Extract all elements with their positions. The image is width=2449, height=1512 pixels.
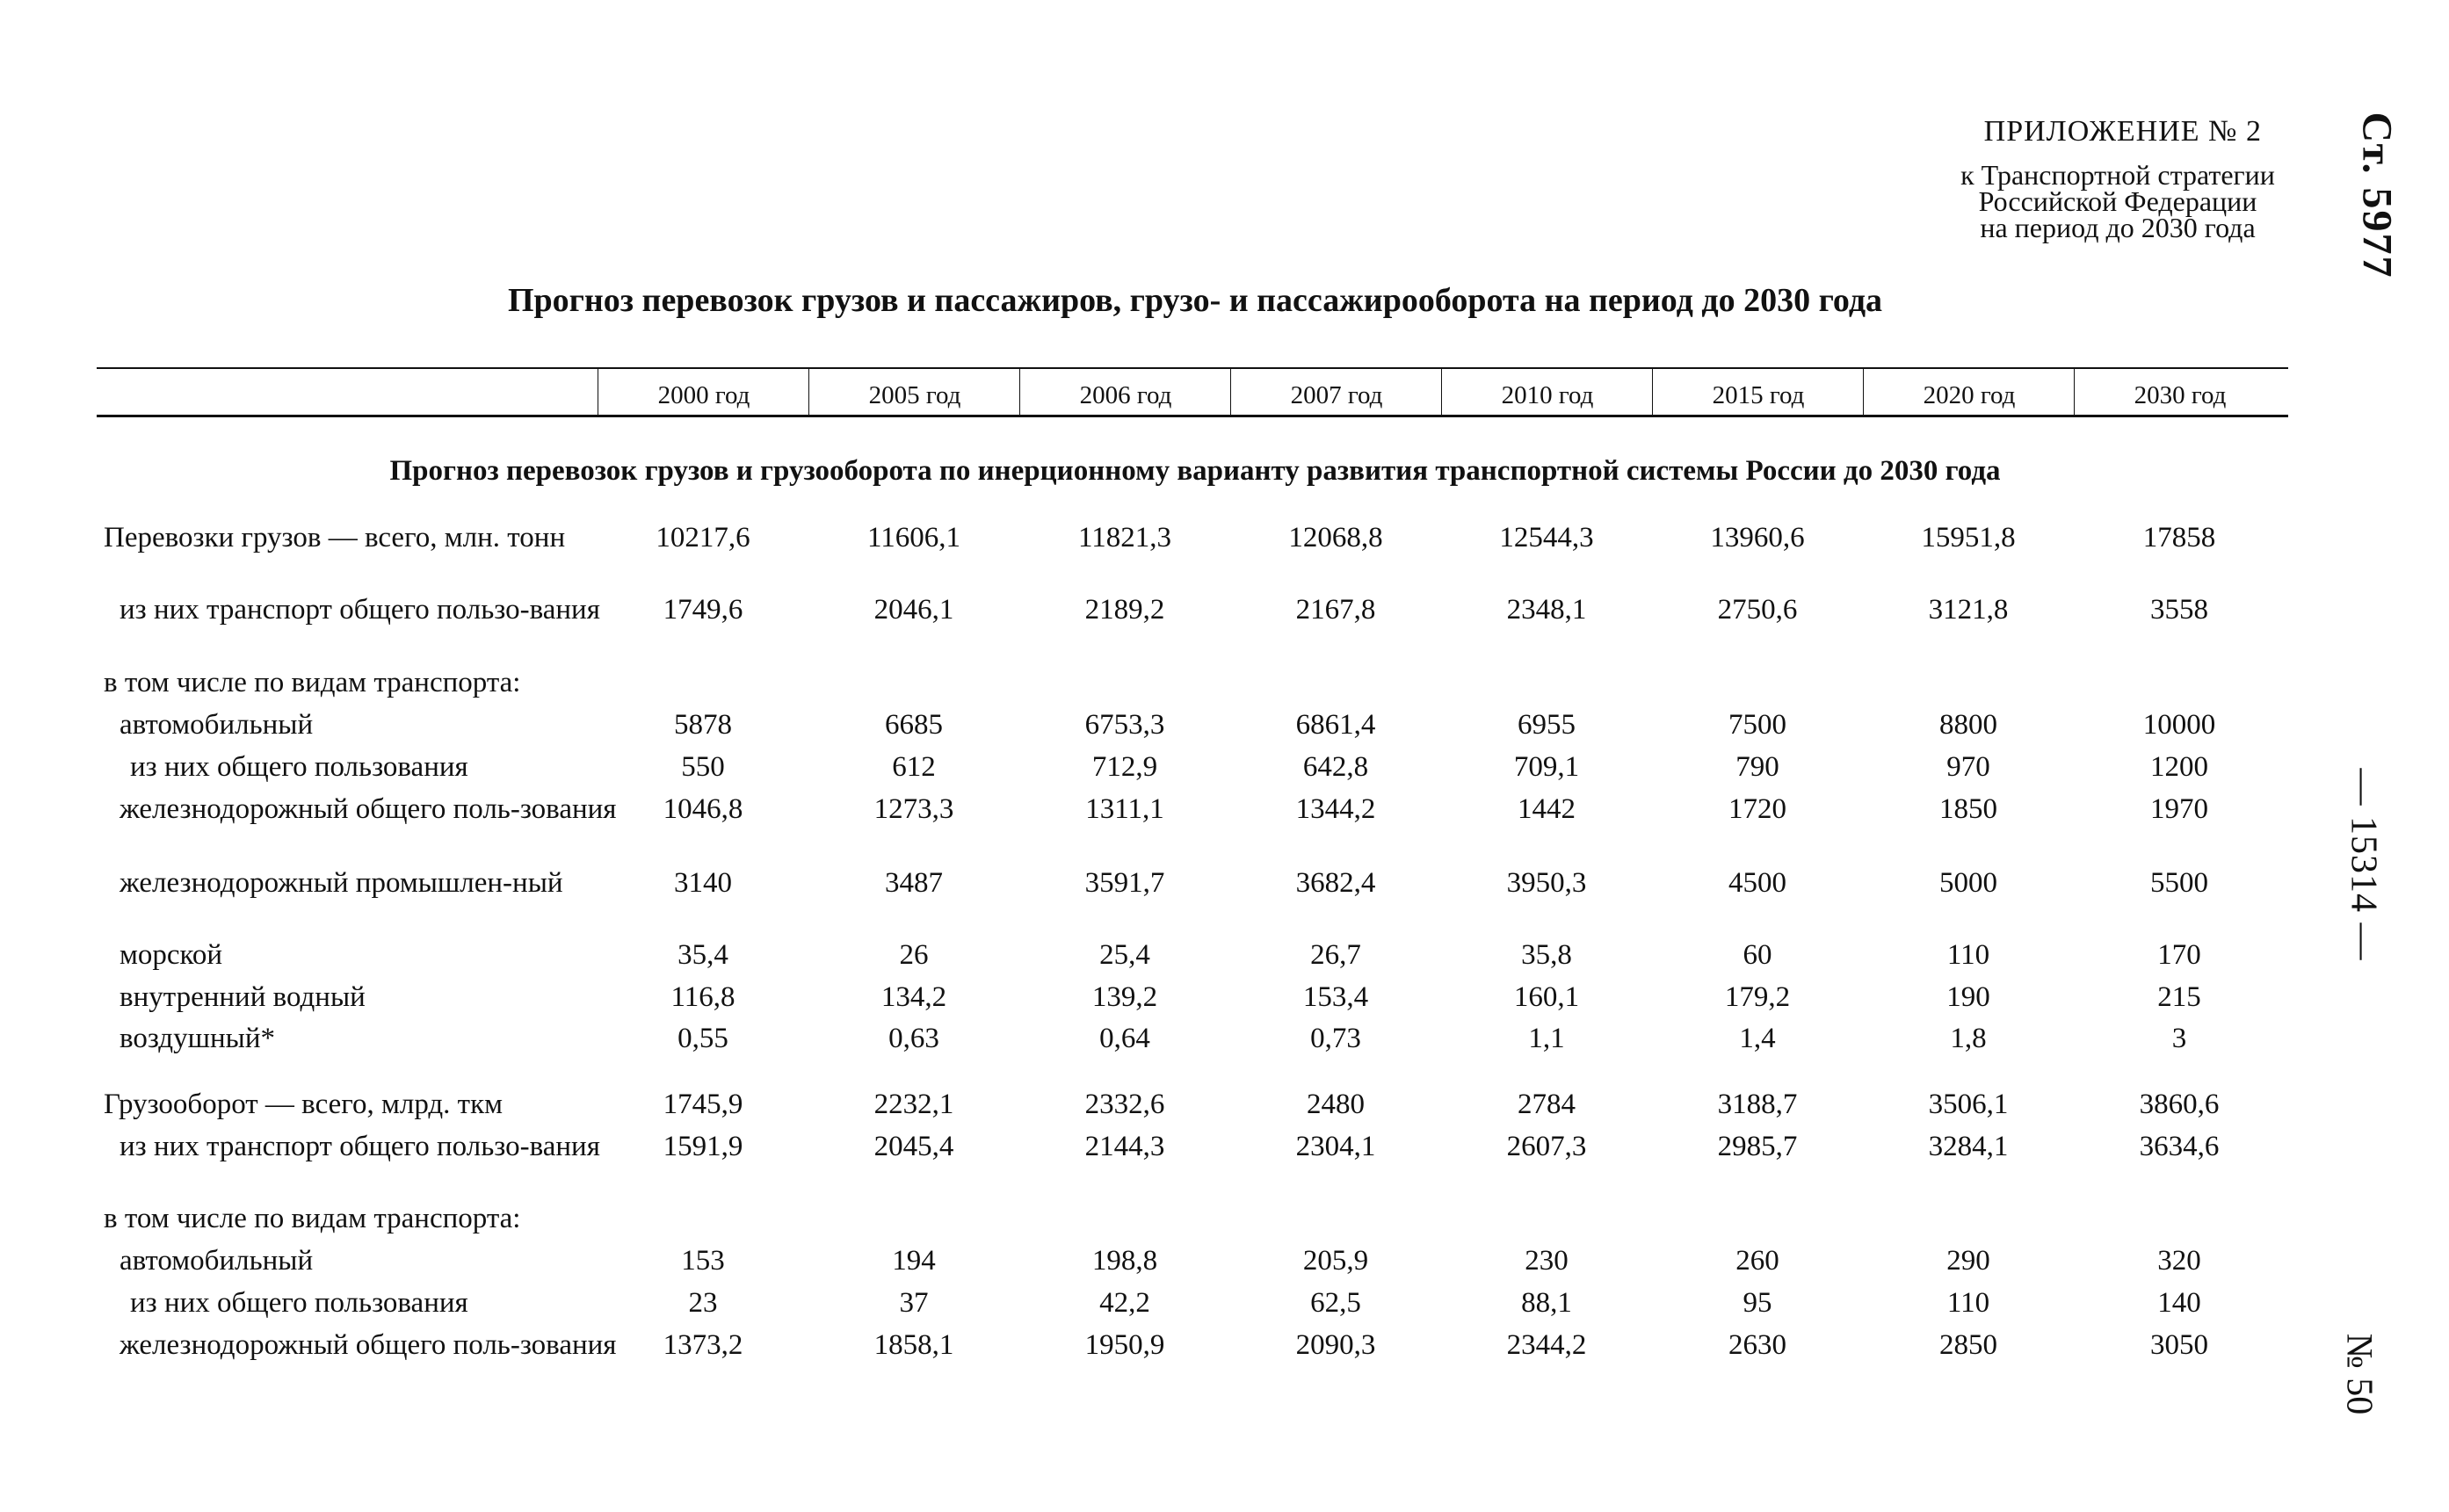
table-cell: 1,8 — [1950, 1023, 1987, 1054]
appendix-line: Российской Федерации — [1978, 185, 2257, 217]
table-cell: 215 — [2157, 981, 2201, 1013]
table-cell: 110 — [1946, 1287, 1990, 1319]
table-cell: 2332,6 — [1084, 1089, 1165, 1120]
table-cell: 35,8 — [1521, 939, 1572, 971]
table-cell: 712,9 — [1091, 751, 1158, 783]
table-cell: 5500 — [2150, 867, 2208, 899]
table-cell: 25,4 — [1099, 939, 1150, 971]
row-label: в том числе по видам транспорта: — [104, 1203, 521, 1234]
table-cell: 37 — [899, 1287, 929, 1319]
table-cell: 1850 — [1939, 793, 1997, 825]
table-cell: 2750,6 — [1717, 594, 1798, 626]
table-cell: 2850 — [1939, 1329, 1997, 1361]
table-cell: 12544,3 — [1499, 522, 1594, 553]
table-cell: 23 — [688, 1287, 718, 1319]
table-cell: 1,1 — [1528, 1023, 1565, 1054]
table-cell: 790 — [1735, 751, 1779, 783]
table-cell: 5000 — [1939, 867, 1997, 899]
table-cell: 3 — [2171, 1023, 2187, 1054]
table-cell: 15951,8 — [1921, 522, 2016, 553]
table-cell: 0,63 — [888, 1023, 939, 1054]
table-cell: 709,1 — [1513, 751, 1580, 783]
table-cell: 3121,8 — [1928, 594, 2009, 626]
table-cell: 205,9 — [1302, 1245, 1369, 1277]
table-cell: 194 — [892, 1245, 936, 1277]
row-label: железнодорожный общего поль-зования — [120, 1329, 617, 1361]
table-cell: 1373,2 — [663, 1329, 743, 1361]
table-cell: 140 — [2157, 1287, 2201, 1319]
table-cell: 5878 — [674, 709, 732, 741]
row-label: морской — [120, 939, 223, 971]
table-cell: 3682,4 — [1295, 867, 1376, 899]
table-cell: 62,5 — [1310, 1287, 1361, 1319]
column-header: 2015 год — [1652, 369, 1864, 415]
table-cell: 153 — [681, 1245, 725, 1277]
table-cell: 60 — [1743, 939, 1772, 971]
table-cell: 2630 — [1728, 1329, 1786, 1361]
table-cell: 17858 — [2142, 522, 2216, 553]
table-cell: 139,2 — [1091, 981, 1158, 1013]
appendix-line: к Транспортной стратегии — [1960, 159, 2275, 191]
table-cell: 2348,1 — [1506, 594, 1587, 626]
table-cell: 1046,8 — [663, 793, 743, 825]
table-cell: 6753,3 — [1084, 709, 1165, 741]
table-cell: 1970 — [2150, 793, 2208, 825]
row-label: из них транспорт общего пользо-вания — [120, 1131, 600, 1162]
table-cell: 198,8 — [1091, 1245, 1158, 1277]
table-cell: 2304,1 — [1295, 1131, 1376, 1162]
table-cell: 1745,9 — [663, 1089, 743, 1120]
table-cell: 1,4 — [1739, 1023, 1776, 1054]
column-header: 2000 год — [598, 369, 809, 415]
table-header — [97, 367, 2288, 417]
row-label: автомобильный — [120, 709, 314, 741]
table-cell: 3050 — [2150, 1329, 2208, 1361]
table-cell: 2985,7 — [1717, 1131, 1798, 1162]
table-cell: 153,4 — [1302, 981, 1369, 1013]
table-cell: 2344,2 — [1506, 1329, 1587, 1361]
table-cell: 160,1 — [1513, 981, 1580, 1013]
table-cell: 11821,3 — [1077, 522, 1172, 553]
table-cell: 1591,9 — [663, 1131, 743, 1162]
row-label: в том числе по видам транспорта: — [104, 667, 521, 698]
appendix-line: на период до 2030 года — [1980, 212, 2256, 243]
appendix-subtitle — [1863, 159, 2302, 243]
table-cell: 3950,3 — [1506, 867, 1587, 899]
table-cell: 35,4 — [677, 939, 728, 971]
table-cell: 0,55 — [677, 1023, 728, 1054]
table-cell: 1720 — [1728, 793, 1786, 825]
table-cell: 0,64 — [1099, 1023, 1150, 1054]
table-cell: 170 — [2157, 939, 2201, 971]
table-cell: 260 — [1735, 1245, 1779, 1277]
table-cell: 1749,6 — [663, 594, 743, 626]
row-label: из них общего пользования — [130, 751, 468, 783]
table-cell: 2480 — [1307, 1089, 1365, 1120]
table-cell: 3558 — [2150, 594, 2208, 626]
table-cell: 2144,3 — [1084, 1131, 1165, 1162]
table-cell: 3506,1 — [1928, 1089, 2009, 1120]
table-cell: 0,73 — [1310, 1023, 1361, 1054]
table-cell: 1200 — [2150, 751, 2208, 783]
table-cell: 2232,1 — [873, 1089, 954, 1120]
row-label: автомобильный — [120, 1245, 314, 1277]
table-cell: 1442 — [1518, 793, 1576, 825]
table-cell: 3188,7 — [1717, 1089, 1798, 1120]
table-cell: 10217,6 — [656, 522, 750, 553]
table-cell: 10000 — [2142, 709, 2216, 741]
table-cell: 11606,1 — [866, 522, 961, 553]
table-cell: 190 — [1946, 981, 1990, 1013]
row-label: железнодорожный общего поль-зования — [120, 793, 617, 825]
table-cell: 1311,1 — [1085, 793, 1164, 825]
table-cell: 3591,7 — [1084, 867, 1165, 899]
table-cell: 3140 — [674, 867, 732, 899]
table-cell: 1273,3 — [873, 793, 954, 825]
column-header: 2020 год — [1863, 369, 2075, 415]
issue-number: № 50 — [2338, 1333, 2380, 1415]
table-cell: 4500 — [1728, 867, 1786, 899]
table-cell: 3634,6 — [2139, 1131, 2220, 1162]
row-label: из них общего пользования — [130, 1287, 468, 1319]
table-cell: 6861,4 — [1295, 709, 1376, 741]
table-cell: 3860,6 — [2139, 1089, 2220, 1120]
row-label: Перевозки грузов — всего, млн. тонн — [104, 522, 566, 553]
row-label: воздушный* — [120, 1023, 275, 1054]
table-cell: 3284,1 — [1928, 1131, 2009, 1162]
table-cell: 2167,8 — [1295, 594, 1376, 626]
table-cell: 2045,4 — [873, 1131, 954, 1162]
table-cell: 642,8 — [1302, 751, 1369, 783]
table-cell: 230 — [1525, 1245, 1569, 1277]
table-cell: 320 — [2157, 1245, 2201, 1277]
table-cell: 42,2 — [1099, 1287, 1150, 1319]
table-cell: 1344,2 — [1295, 793, 1376, 825]
table-cell: 612 — [892, 751, 936, 783]
table-cell: 88,1 — [1521, 1287, 1572, 1319]
table-cell: 8800 — [1939, 709, 1997, 741]
column-header: 2005 год — [808, 369, 1020, 415]
table-cell: 2046,1 — [873, 594, 954, 626]
table-cell: 290 — [1946, 1245, 1990, 1277]
table-cell: 6685 — [885, 709, 943, 741]
page-number: Ст. 5977 — [2353, 112, 2401, 279]
table-cell: 2784 — [1518, 1089, 1576, 1120]
table-cell: 134,2 — [880, 981, 947, 1013]
table-cell: 7500 — [1728, 709, 1786, 741]
table-cell: 3487 — [885, 867, 943, 899]
column-header: 2006 год — [1019, 369, 1231, 415]
table-cell: 26,7 — [1310, 939, 1361, 971]
column-header: 2010 год — [1441, 369, 1653, 415]
table-cell: 95 — [1743, 1287, 1772, 1319]
table-cell: 1858,1 — [873, 1329, 954, 1361]
table-cell: 1950,9 — [1084, 1329, 1165, 1361]
table-cell: 12068,8 — [1288, 522, 1383, 553]
document-number: — 15314 — — [2343, 768, 2384, 961]
table-cell: 6955 — [1518, 709, 1576, 741]
section-title: Прогноз перевозок грузов и грузооборота по инерционному варианту развития транспортной системы России до 2030 года — [389, 455, 2001, 487]
page-title: Прогноз перевозок грузов и пассажиров, грузо- и пассажирооборота на период до 2030 года — [507, 282, 1883, 319]
column-header: 2007 год — [1230, 369, 1442, 415]
table-cell: 13960,6 — [1710, 522, 1805, 553]
column-header: 2030 год — [2074, 369, 2286, 415]
row-label: из них транспорт общего пользо-вания — [120, 594, 600, 626]
table-cell: 116,8 — [670, 981, 735, 1013]
table-cell: 2607,3 — [1506, 1131, 1587, 1162]
table-cell: 970 — [1946, 751, 1990, 783]
table-cell: 2090,3 — [1295, 1329, 1376, 1361]
appendix-block — [1810, 114, 2302, 241]
row-label: внутренний водный — [120, 981, 366, 1013]
table-cell: 550 — [681, 751, 725, 783]
row-label: железнодорожный промышлен-ный — [120, 867, 563, 899]
row-label: Грузооборот — всего, млрд. ткм — [104, 1089, 504, 1120]
table-cell: 2189,2 — [1084, 594, 1165, 626]
table-cell: 110 — [1946, 939, 1990, 971]
table-cell: 179,2 — [1724, 981, 1791, 1013]
appendix-title: ПРИЛОЖЕНИЕ № 2 — [1983, 115, 2262, 148]
table-cell: 26 — [899, 939, 929, 971]
